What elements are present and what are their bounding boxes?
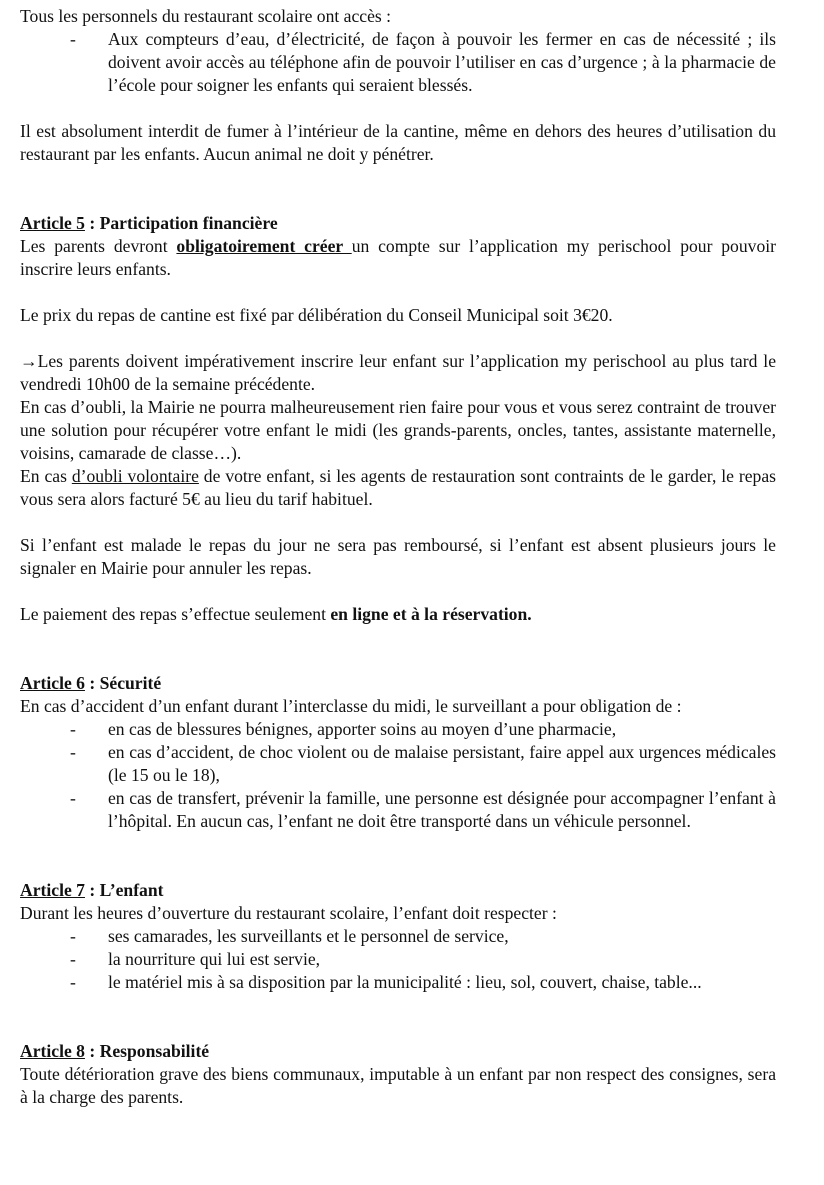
article-5-paragraph-voluntary — [20, 465, 776, 511]
article-5-paragraph-payment — [20, 603, 776, 626]
article-7-heading — [20, 879, 776, 902]
text-span: En cas — [20, 466, 72, 486]
article-7-title: : L’enfant — [84, 880, 164, 900]
emphasis-obligatoirement: obligatoirement créer — [176, 236, 352, 256]
article-6-intro: En cas d’accident d’un enfant durant l’interclasse du midi, le surveillant a pour obligation de : — [20, 696, 682, 716]
article-5-number: Article 5 — [20, 213, 85, 233]
article-6-title: : Sécurité — [84, 673, 162, 693]
article-5-paragraph-forgotten: En cas d’oubli, la Mairie ne pourra malheureusement rien faire pour vous et vous serez contraint de trouver une solution pour récupérer votre enfant le midi (les grands-parents, oncles, tantes, assistante maternelle, voisins, camarade de classe…). — [20, 397, 776, 463]
article-6-number: Article 6 — [20, 673, 85, 693]
article-6-list — [20, 718, 776, 833]
emphasis-payment: en ligne et à la réservation. — [330, 604, 532, 624]
article-8-heading — [20, 1040, 776, 1063]
text-span: Les parents doivent impérativement inscrire leur enfant sur l’application my perischool au plus tard le vendredi 10h00 de la semaine précédente. — [20, 351, 776, 394]
list-item: - en cas de transfert, prévenir la famille, une personne est désignée pour accompagner l’enfant à l’hôpital. En aucun cas, l’enfant ne doit être transporté dans un véhicule personnel. — [20, 787, 776, 833]
article-5-paragraph-account — [20, 235, 776, 281]
text-span: de votre enfant, si les agents de restauration sont contraints de le garder, le repas vous sera alors facturé 5€ au lieu du tarif habituel. — [20, 466, 776, 509]
article-5-price: Le prix du repas de cantine est fixé par délibération du Conseil Municipal soit 3€20. — [20, 305, 613, 325]
arrow-icon: → — [20, 351, 38, 371]
article-8-title: : Responsabilité — [84, 1041, 210, 1061]
list-item: - le matériel mis à sa disposition par la municipalité : lieu, sol, couvert, chaise, table... — [20, 971, 776, 994]
text-span: Le paiement des repas s’effectue seulement — [20, 604, 331, 624]
article-8-number: Article 8 — [20, 1041, 85, 1061]
article-7-number: Article 7 — [20, 880, 85, 900]
intro-line: Tous les personnels du restaurant scolaire ont accès : — [20, 6, 392, 26]
text-span: un compte sur l’application my perischool pour pouvoir inscrire leurs enfants. — [20, 236, 776, 279]
list-item: - en cas de blessures bénignes, apporter soins au moyen d’une pharmacie, — [20, 718, 776, 741]
article-7-intro: Durant les heures d’ouverture du restaurant scolaire, l’enfant doit respecter : — [20, 903, 557, 923]
article-7-list — [20, 925, 776, 994]
article-5-title: : Participation financière — [84, 213, 278, 233]
text-span: Les parents devront — [20, 236, 177, 256]
document-page — [20, 5, 776, 1109]
list-item: - la nourriture qui lui est servie, — [20, 948, 776, 971]
list-item: - Aux compteurs d’eau, d’électricité, de façon à pouvoir les fermer en cas de nécessité ; ils doivent avoir accès au téléphone afin de pouvoir l’utiliser en cas d’urgence ; à la pharmacie de l’école pour soigner les enfants qui seraient blessés. — [20, 28, 776, 97]
list-item: - en cas d’accident, de choc violent ou de malaise persistant, faire appel aux urgences médicales (le 15 ou le 18), — [20, 741, 776, 787]
list-item: - ses camarades, les surveillants et le personnel de service, — [20, 925, 776, 948]
article-5-paragraph-registration — [20, 350, 776, 396]
article-5-heading — [20, 212, 776, 235]
article-6-heading — [20, 672, 776, 695]
article-5-paragraph-sick: Si l’enfant est malade le repas du jour ne sera pas remboursé, si l’enfant est absent plusieurs jours le signaler en Mairie pour annuler les repas. — [20, 535, 776, 578]
access-list — [20, 28, 776, 97]
article-8-text: Toute détérioration grave des biens communaux, imputable à un enfant par non respect des consignes, sera à la charge des parents. — [20, 1064, 776, 1107]
underlined-oubli-volontaire: d’oubli volontaire — [71, 466, 199, 486]
smoking-rule: Il est absolument interdit de fumer à l’intérieur de la cantine, même en dehors des heures d’utilisation du restaurant par les enfants. Aucun animal ne doit y pénétrer. — [20, 121, 776, 164]
